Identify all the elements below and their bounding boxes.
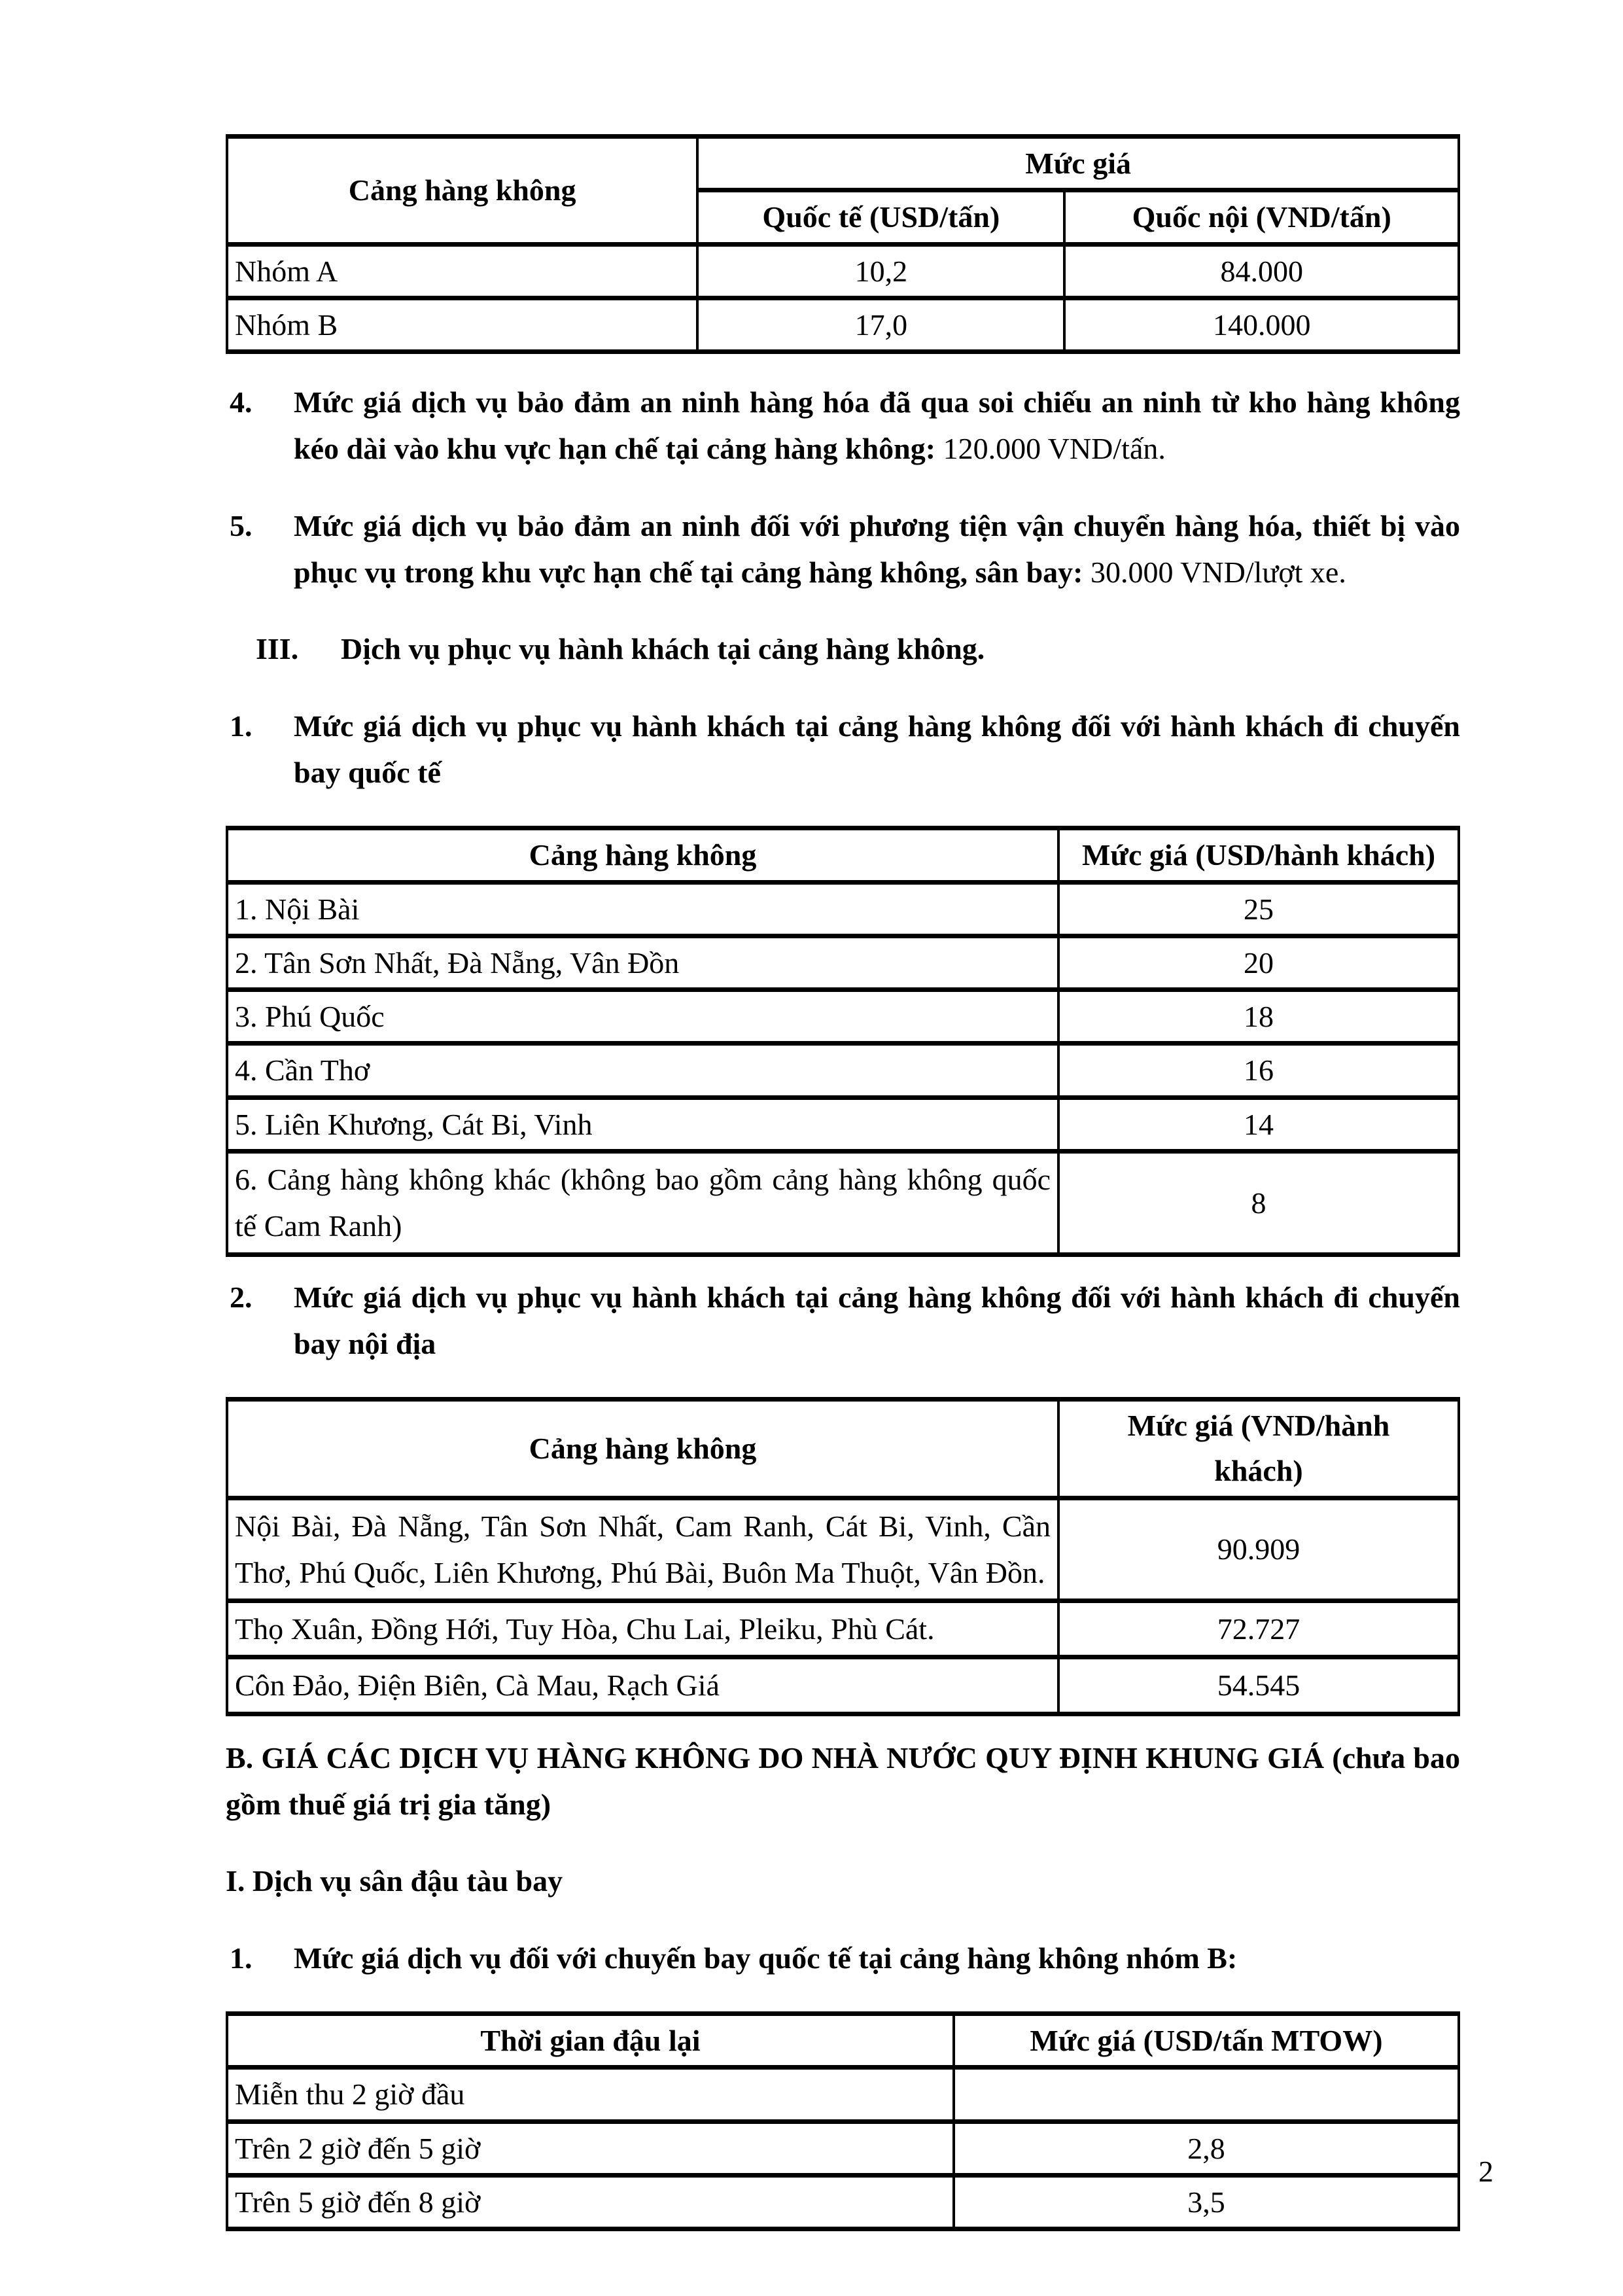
cell-price: 20 bbox=[1058, 936, 1459, 989]
table-row bbox=[227, 244, 1459, 298]
table-row bbox=[227, 882, 1459, 936]
item-2-dom-heading bbox=[226, 1274, 1460, 1368]
item-number: 1. bbox=[230, 709, 253, 743]
item-4-text: Mức giá dịch vụ bảo đảm an ninh hàng hóa đã qua soi chiếu an ninh từ kho hàng không kéo dài vào khu vực hạn chế tại cảng hàng không: bbox=[294, 385, 1460, 466]
table-row bbox=[227, 990, 1459, 1044]
cell-airport-list: Nội Bài, Đà Nẵng, Tân Sơn Nhất, Cam Ranh, Cát Bi, Vinh, Cần Thơ, Phú Quốc, Liên Khương, Phú Bài, Buôn Ma Thuột, Vân Đồn. bbox=[227, 1498, 1058, 1601]
cell-parking-time: Trên 2 giờ đến 5 giờ bbox=[227, 2121, 954, 2175]
item-4-value: 120.000 VND/tấn. bbox=[935, 432, 1166, 466]
header-airport: Cảng hàng không bbox=[227, 137, 697, 245]
table-row bbox=[227, 298, 1459, 351]
cell-airport: 2. Tân Sơn Nhất, Đà Nẵng, Vân Đồn bbox=[227, 936, 1058, 989]
item-1-parking-heading bbox=[226, 1935, 1460, 1981]
item-1-intl-text: Mức giá dịch vụ phục vụ hành khách tại cảng hàng không đối với hành khách đi chuyến bay quốc tế bbox=[294, 709, 1460, 789]
item-number: 2. bbox=[230, 1280, 253, 1314]
header-price-text: Mức giá (VND/hành khách) bbox=[1127, 1409, 1390, 1488]
item-1-parking-text: Mức giá dịch vụ đối với chuyến bay quốc tế tại cảng hàng không nhóm B: bbox=[294, 1941, 1238, 1975]
item-5-text: Mức giá dịch vụ bảo đảm an ninh đối với phương tiện vận chuyển hàng hóa, thiết bị vào phục vụ trong khu vực hạn chế tại cảng hàng không, sân bay: bbox=[294, 508, 1460, 590]
item-number: 1. bbox=[230, 1941, 253, 1975]
header-airport: Cảng hàng không bbox=[227, 1400, 1058, 1498]
cell-airport: 6. Cảng hàng không khác (không bao gồm cảng hàng không quốc tế Cam Ranh) bbox=[227, 1152, 1058, 1255]
item-number: 5. bbox=[230, 508, 253, 542]
cell-airport: 5. Liên Khương, Cát Bi, Vinh bbox=[227, 1097, 1058, 1151]
cell-price: 90.909 bbox=[1058, 1498, 1459, 1601]
header-parking-time: Thời gian đậu lại bbox=[227, 2013, 954, 2067]
table-row bbox=[227, 2175, 1459, 2229]
header-price: Mức giá (USD/hành khách) bbox=[1058, 828, 1459, 882]
table-header-row bbox=[227, 2013, 1459, 2067]
section-iii-heading bbox=[226, 626, 1460, 672]
table-header-row bbox=[227, 828, 1459, 882]
cell-intl-price: 10,2 bbox=[697, 244, 1064, 298]
header-price: Mức giá (USD/tấn MTOW) bbox=[954, 2013, 1459, 2067]
item-4-paragraph bbox=[226, 379, 1460, 472]
header-dom-price: Quốc nội (VND/tấn) bbox=[1064, 190, 1459, 244]
section-b-heading: B. GIÁ CÁC DỊCH VỤ HÀNG KHÔNG DO NHÀ NƯỚC QUY ĐỊNH KHUNG GIÁ (chưa bao gồm thuế giá trị gia tăng) bbox=[226, 1740, 1460, 1822]
header-price bbox=[1058, 1400, 1459, 1498]
table-header-row bbox=[227, 137, 1459, 190]
cell-airport: 3. Phú Quốc bbox=[227, 990, 1058, 1044]
cell-airport-list: Thọ Xuân, Đồng Hới, Tuy Hòa, Chu Lai, Pleiku, Phù Cát. bbox=[227, 1601, 1058, 1657]
table-row bbox=[227, 936, 1459, 989]
cargo-security-price-table bbox=[226, 134, 1460, 354]
item-5-value: 30.000 VND/lượt xe. bbox=[1083, 556, 1346, 590]
section-iii-text: Dịch vụ phục vụ hành khách tại cảng hàng không. bbox=[341, 632, 985, 666]
parking-price-table bbox=[226, 2011, 1460, 2231]
cell-dom-price: 84.000 bbox=[1064, 244, 1459, 298]
cell-price: 16 bbox=[1058, 1044, 1459, 1097]
header-price-group: Mức giá bbox=[697, 137, 1459, 190]
table-header-row bbox=[227, 1400, 1459, 1498]
cell-price: 8 bbox=[1058, 1152, 1459, 1255]
cell-airport: 4. Cần Thơ bbox=[227, 1044, 1058, 1097]
document-content bbox=[226, 134, 1460, 2231]
table-row bbox=[227, 1044, 1459, 1097]
table-row bbox=[227, 1498, 1459, 1601]
page-number: 2 bbox=[1478, 2155, 1493, 2188]
intl-passenger-price-table bbox=[226, 826, 1460, 1256]
header-airport: Cảng hàng không bbox=[227, 828, 1058, 882]
cell-dom-price: 140.000 bbox=[1064, 298, 1459, 351]
table-row bbox=[227, 1097, 1459, 1151]
section-i-heading: I. Dịch vụ sân đậu tàu bay bbox=[226, 1864, 563, 1898]
table-row bbox=[227, 1657, 1459, 1714]
header-intl-price: Quốc tế (USD/tấn) bbox=[697, 190, 1064, 244]
cell-parking-time: Trên 5 giờ đến 8 giờ bbox=[227, 2175, 954, 2229]
cell-group-name: Nhóm B bbox=[227, 298, 697, 351]
item-1-intl-heading bbox=[226, 703, 1460, 796]
cell-group-name: Nhóm A bbox=[227, 244, 697, 298]
item-5-paragraph bbox=[226, 503, 1460, 596]
cell-price: 3,5 bbox=[954, 2175, 1459, 2229]
table-row bbox=[227, 1601, 1459, 1657]
table-row bbox=[227, 1152, 1459, 1255]
cell-price: 54.545 bbox=[1058, 1657, 1459, 1714]
item-number: 4. bbox=[230, 385, 253, 419]
cell-intl-price: 17,0 bbox=[697, 298, 1064, 351]
cell-airport: 1. Nội Bài bbox=[227, 882, 1058, 936]
table-row bbox=[227, 2068, 1459, 2121]
cell-price: 72.727 bbox=[1058, 1601, 1459, 1657]
cell-price: 18 bbox=[1058, 990, 1459, 1044]
section-number: III. bbox=[256, 632, 299, 666]
cell-price bbox=[954, 2068, 1459, 2121]
cell-price: 2,8 bbox=[954, 2121, 1459, 2175]
table-row bbox=[227, 2121, 1459, 2175]
cell-parking-time: Miễn thu 2 giờ đầu bbox=[227, 2068, 954, 2121]
domestic-passenger-price-table bbox=[226, 1397, 1460, 1716]
cell-airport-list: Côn Đảo, Điện Biên, Cà Mau, Rạch Giá bbox=[227, 1657, 1058, 1714]
cell-price: 14 bbox=[1058, 1097, 1459, 1151]
cell-price: 25 bbox=[1058, 882, 1459, 936]
item-2-dom-text: Mức giá dịch vụ phục vụ hành khách tại cảng hàng không đối với hành khách đi chuyến bay nội địa bbox=[294, 1280, 1460, 1360]
